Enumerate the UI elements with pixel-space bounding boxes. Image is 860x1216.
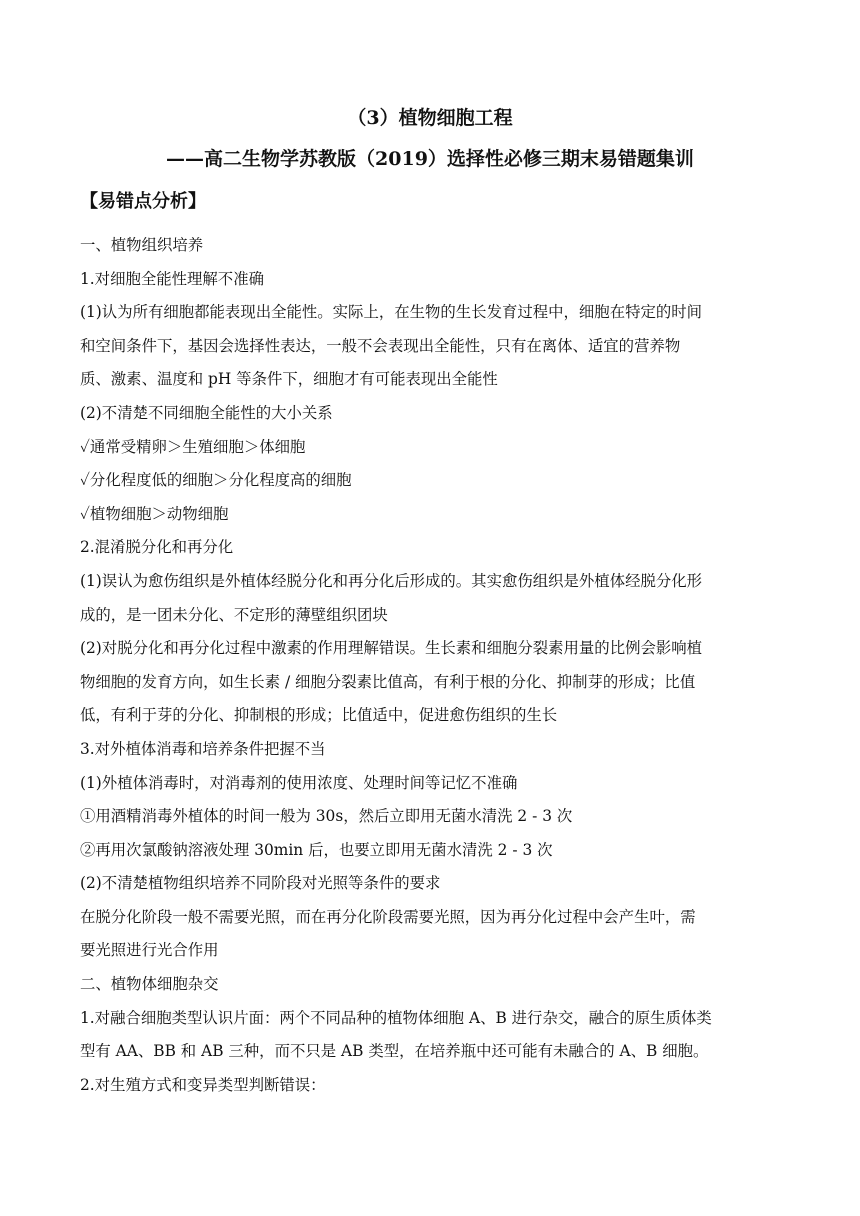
document-title: （3）植物细胞工程 (347, 107, 513, 129)
document-body (80, 229, 782, 1102)
text-line: 低，有利于芽的分化、抑制根的形成；比值适中，促进愈伤组织的生长 (80, 706, 558, 725)
text-line: ✓植物细胞＞动物细胞 (80, 504, 229, 523)
text-line: 1.对融合细胞类型认识片面：两个不同品种的植物体细胞 A、B 进行杂交，融合的原生质体类 (80, 1008, 712, 1027)
text-line: 1.对细胞全能性理解不准确 (80, 269, 264, 288)
text-line: ①用酒精消毒外植体的时间一般为 30s，然后立即用无菌水清洗 2 - 3 次 (80, 807, 573, 826)
text-line: 型有 AA、BB 和 AB 三种，而不只是 AB 类型，在培养瓶中还可能有未融合的 A、B 细胞。 (80, 1042, 709, 1061)
text-line: (2)对脱分化和再分化过程中激素的作用理解错误。生长素和细胞分裂素用量的比例会影响植 (80, 639, 703, 658)
text-line: 要光照进行光合作用 (80, 941, 219, 960)
text-line: (1)误认为愈伤组织是外植体经脱分化和再分化后形成的。其实愈伤组织是外植体经脱分化形 (80, 571, 703, 590)
text-line: 质、激素、温度和 pH 等条件下，细胞才有可能表现出全能性 (80, 370, 498, 389)
text-line: 二、植物体细胞杂交 (80, 975, 219, 994)
text-line: 和空间条件下，基因会选择性表达，一般不会表现出全能性，只有在离体、适宜的营养物 (80, 336, 681, 355)
text-line: (1)外植体消毒时，对消毒剂的使用浓度、处理时间等记忆不准确 (80, 773, 518, 792)
text-line: ②再用次氯酸钠溶液处理 30min 后，也要立即用无菌水清洗 2 - 3 次 (80, 840, 553, 859)
text-line: (2)不清楚不同细胞全能性的大小关系 (80, 403, 333, 422)
text-line: 在脱分化阶段一般不需要光照，而在再分化阶段需要光照，因为再分化过程中会产生叶，需 (80, 907, 696, 926)
text-line: 3.对外植体消毒和培养条件把握不当 (80, 739, 326, 758)
text-line: ✓分化程度低的细胞＞分化程度高的细胞 (80, 471, 352, 490)
text-line: 2.对生殖方式和变异类型判断错误： (80, 1075, 326, 1094)
text-line: 物细胞的发育方向，如生长素 / 细胞分裂素比值高，有利于根的分化、抑制芽的形成；比值 (80, 672, 696, 691)
text-line: (2)不清楚植物组织培养不同阶段对光照等条件的要求 (80, 874, 441, 893)
section-heading: 【易错点分析】 (80, 191, 206, 212)
text-line: 2.混淆脱分化和再分化 (80, 538, 234, 557)
text-line: 一、植物组织培养 (80, 236, 204, 254)
text-line: 成的，是一团未分化、不定形的薄壁组织团块 (80, 605, 388, 624)
document-subtitle: ——高二生物学苏教版（2019）选择性必修三期末易错题集训 (166, 148, 694, 170)
text-line: ✓通常受精卵＞生殖细胞＞体细胞 (80, 437, 306, 456)
text-line: (1)认为所有细胞都能表现出全能性。实际上，在生物的生长发育过程中，细胞在特定的时间 (80, 303, 703, 322)
